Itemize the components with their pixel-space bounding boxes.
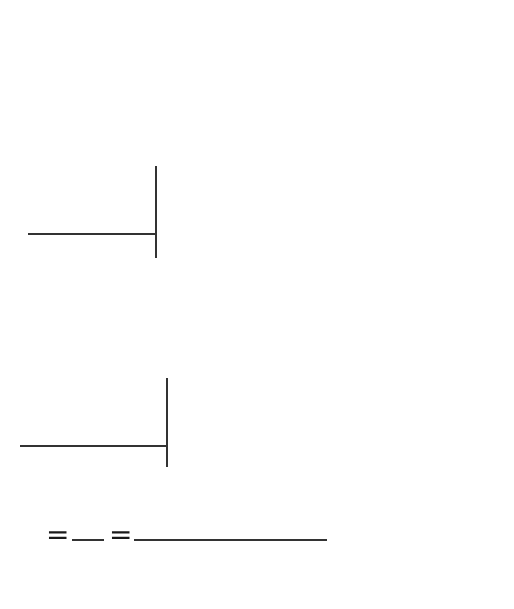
ex2-formula-eq2: = [109,518,133,551]
ex2-formula-eq1: = [46,518,70,551]
ex1-given-divider [28,233,156,235]
ex2-formula-frac2-bar [134,539,327,541]
ex2-formula-frac1-bar [72,539,104,541]
ex2-si-divider [166,378,168,467]
ex1-si-divider [155,166,157,258]
ex2-given-divider [20,445,167,447]
